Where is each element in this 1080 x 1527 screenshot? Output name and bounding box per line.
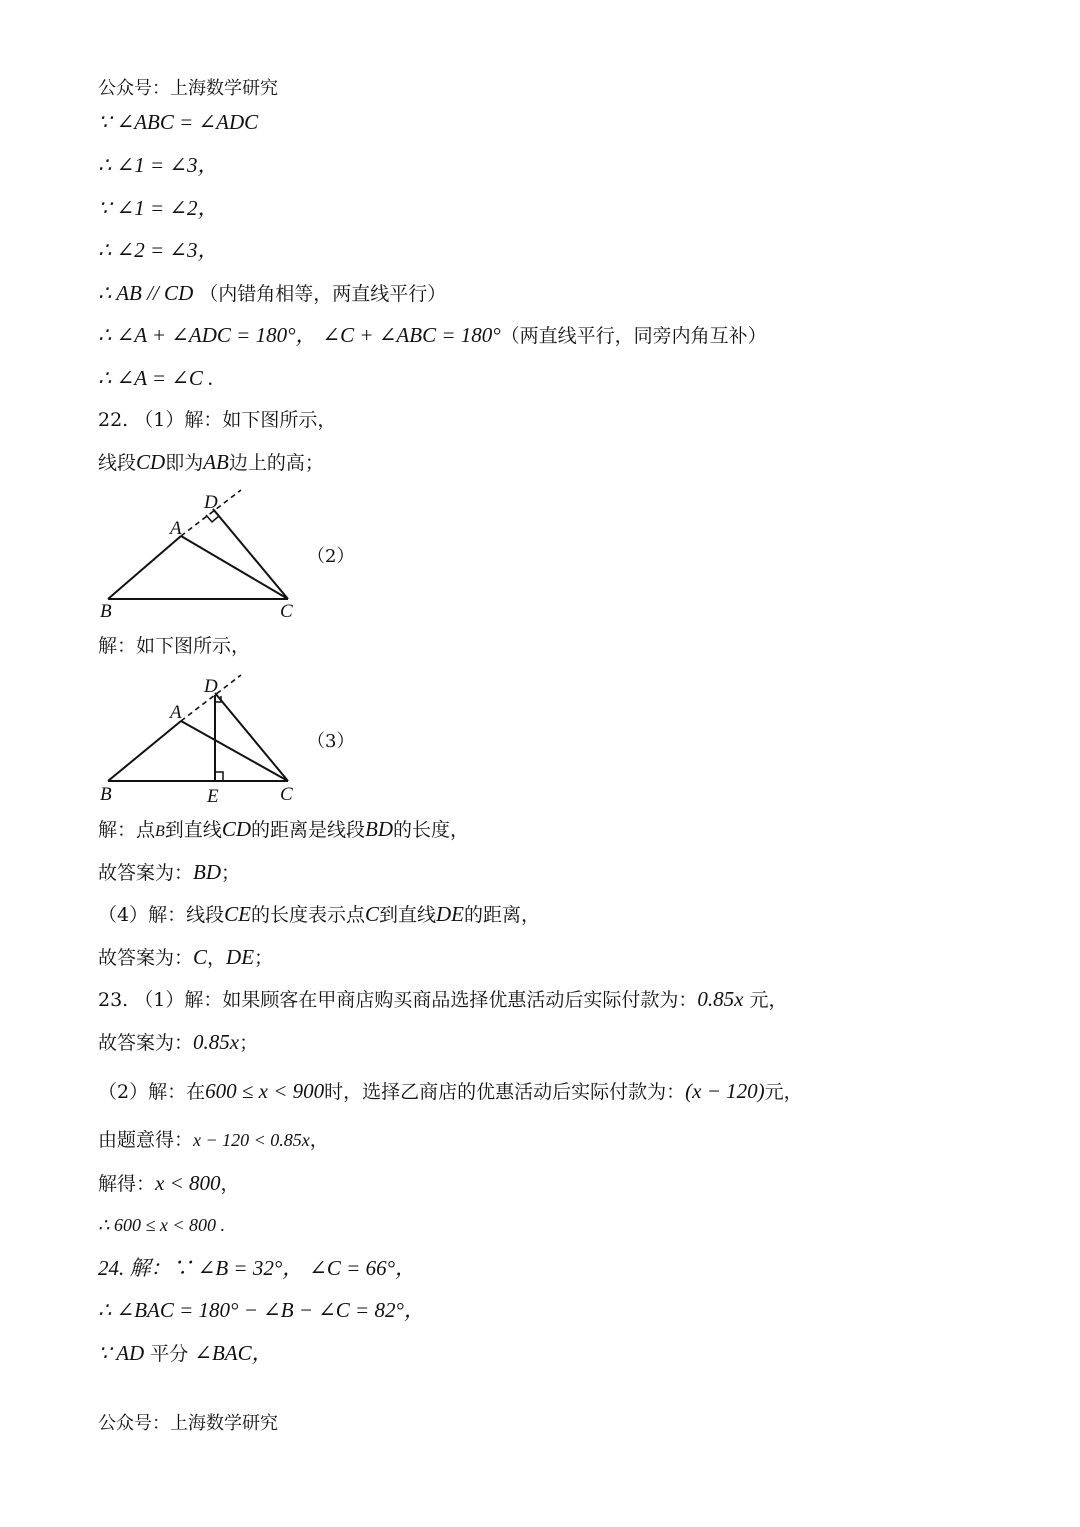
triangle-figure-2: [98, 672, 298, 808]
text: 时，选择乙商店的优惠活动后实际付款为：: [324, 1081, 686, 1103]
reason-text: （内错角相等，两直线平行）: [199, 283, 447, 305]
math-expr: ∴ AB // CD: [98, 281, 194, 305]
math-expr: ∴ ∠BAC = 180° − ∠B − ∠C = 82°，: [98, 1298, 425, 1322]
text: ，: [207, 947, 227, 969]
segment-ac: [181, 536, 288, 599]
text: 线段: [98, 452, 137, 474]
math-expr: 0.85x: [193, 1030, 240, 1054]
sub-question-label: （3）: [307, 731, 355, 752]
text: ，: [220, 1173, 240, 1195]
line-20: [98, 1340, 273, 1367]
label-b: B: [100, 601, 112, 622]
math-expr: 0.85x: [697, 987, 744, 1011]
text: 故答案为：: [98, 862, 194, 884]
line-12: [98, 901, 540, 928]
math-expr: C: [193, 945, 208, 969]
math-expr: x − 120 < 0.85x: [193, 1130, 310, 1150]
label-d: D: [204, 676, 218, 697]
math-expr: ∴ ∠A + ∠ADC = 180°，: [98, 323, 317, 347]
line-10: [98, 816, 469, 845]
text: （4）解：线段: [98, 904, 225, 926]
text: 到直线: [378, 904, 436, 926]
label-a: A: [170, 702, 182, 723]
line-6: [98, 322, 767, 349]
math-expr: ∵ ∠1 = ∠2，: [98, 196, 219, 220]
question-23: [98, 986, 788, 1013]
math-expr: C: [364, 902, 379, 926]
math-expr: ∠C + ∠ABC = 180°: [322, 323, 501, 347]
line-4: [98, 237, 218, 264]
segment-ba: [108, 721, 181, 781]
sub-question-label: （2）: [307, 546, 355, 567]
text: 即为: [165, 452, 204, 474]
triangle-figure-1: [98, 486, 298, 622]
segment-cd: [213, 509, 288, 599]
segment-cd: [215, 693, 288, 781]
text: 的距离，: [463, 904, 540, 926]
math-expr: ∴ ∠1 = ∠3，: [98, 153, 219, 177]
text: 元，: [764, 1081, 803, 1103]
question-24: [98, 1255, 416, 1282]
label-c: C: [280, 601, 293, 622]
math-expr: ∴ 600 ≤ x < 800 .: [98, 1215, 225, 1235]
line-16: [98, 1127, 329, 1153]
text: ；: [254, 947, 274, 969]
line-9: 解：如下图所示，: [98, 635, 251, 657]
math-expr: ∴ ∠A = ∠C .: [98, 366, 214, 390]
math-expr: ∴ ∠2 = ∠3，: [98, 238, 219, 262]
label-b: B: [100, 784, 112, 805]
label-a: A: [170, 518, 182, 539]
question-22: 22. （1）解：如下图所示，: [98, 409, 337, 431]
text: 的长度表示点: [250, 904, 365, 926]
line-3: [98, 195, 218, 222]
page-header: 公众号：上海数学研究: [98, 78, 278, 99]
text: ；: [239, 1032, 259, 1054]
reason-text: （两直线平行，同旁内角互补）: [500, 325, 767, 347]
label-c: C: [280, 784, 293, 805]
line-18: [98, 1212, 225, 1238]
right-angle-mark: [206, 515, 219, 522]
text: 边上的高；: [228, 452, 324, 474]
math-expr: BD: [365, 817, 394, 841]
text: 由题意得：: [98, 1129, 194, 1151]
segment-ba: [108, 536, 181, 599]
math-expr: AB: [203, 450, 229, 474]
line-17: [98, 1170, 240, 1197]
math-expr: DE: [226, 945, 255, 969]
math-expr: BD: [193, 860, 222, 884]
line-11: [98, 859, 240, 886]
math-expr: CD: [136, 450, 166, 474]
line-15: [98, 1078, 803, 1105]
math-expr: DE: [435, 902, 464, 926]
label-d: D: [204, 492, 218, 513]
text: 解得：: [98, 1173, 156, 1195]
math-expr: (x − 120): [685, 1079, 765, 1103]
line-13: [98, 944, 273, 971]
text: ；: [221, 862, 241, 884]
math-expr: B: [155, 823, 165, 840]
text: 平分: [150, 1343, 189, 1365]
math-expr: 24. 解：∵ ∠B = 32°，: [98, 1256, 304, 1280]
text: 解：点: [98, 819, 156, 841]
math-expr: CE: [224, 902, 251, 926]
page-footer: 公众号：上海数学研究: [98, 1413, 278, 1434]
math-expr: ∵ AD: [98, 1341, 145, 1365]
right-angle-mark-e: [215, 772, 223, 781]
text: 故答案为：: [98, 947, 194, 969]
text: 的距离是线段: [251, 819, 366, 841]
text: ，: [309, 1129, 329, 1151]
text: 元，: [749, 989, 788, 1011]
math-expr: ∵ ∠ABC = ∠ADC: [98, 110, 259, 134]
segment-ac: [181, 721, 288, 781]
text: 23. （1）解：如果顾客在甲商店购买商品选择优惠活动后实际付款为：: [98, 989, 698, 1011]
math-expr: ∠C = 66°，: [309, 1256, 416, 1280]
math-expr: x < 800: [155, 1171, 221, 1195]
line-2: [98, 152, 218, 179]
math-expr: CD: [221, 817, 251, 841]
line-1: [98, 109, 258, 136]
label-e: E: [207, 786, 219, 807]
text: 故答案为：: [98, 1032, 194, 1054]
math-expr: ∠BAC，: [194, 1341, 273, 1365]
line-5: [98, 280, 446, 307]
line-7: [98, 365, 213, 392]
line-19: [98, 1297, 425, 1324]
text: 到直线: [164, 819, 222, 841]
text: （2）解：在: [98, 1081, 206, 1103]
line-8: [98, 449, 324, 476]
line-14: [98, 1029, 258, 1056]
math-expr: 600 ≤ x < 900: [205, 1079, 325, 1103]
text: 的长度，: [393, 819, 470, 841]
